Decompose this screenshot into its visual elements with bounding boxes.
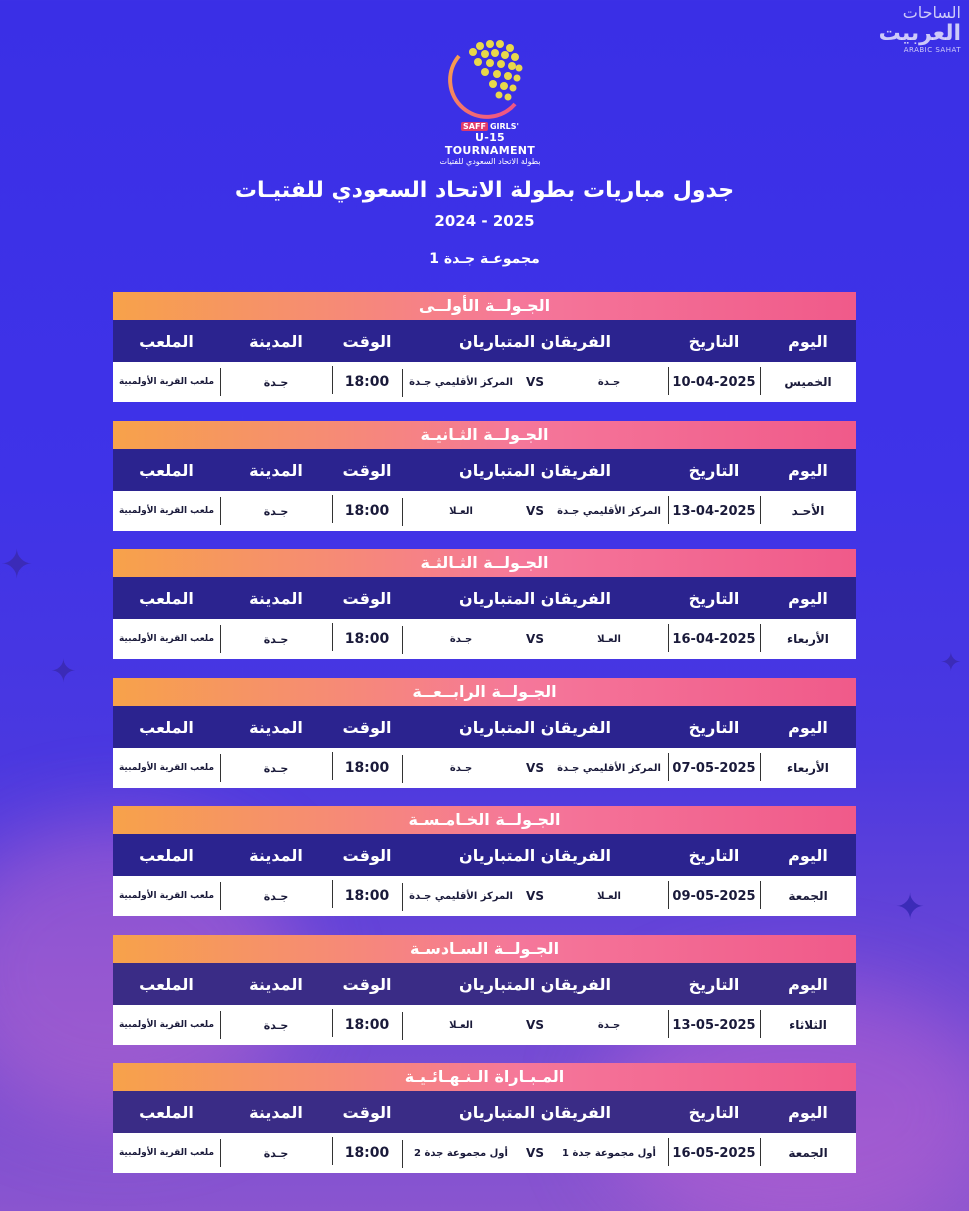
sparkle-icon: ✦: [895, 887, 926, 928]
header-time: الوقت: [342, 588, 392, 608]
logo-arabic: بطولة الاتحاد السعودي للفتيات: [439, 157, 541, 166]
match-day: الأحـد: [760, 504, 856, 518]
header-city: المدينة: [249, 331, 303, 351]
header-day: اليوم: [788, 588, 828, 608]
match-row: [113, 1005, 856, 1045]
match-venue: ملعب القرية الأولمبية: [118, 634, 215, 644]
match-date: 07-05-2025: [668, 761, 760, 776]
match-vs: VS: [526, 761, 544, 775]
match-venue: ملعب القرية الأولمبية: [118, 1148, 215, 1158]
header-time: الوقت: [342, 331, 392, 351]
header-city: المدينة: [249, 460, 303, 480]
header-day: اليوم: [788, 974, 828, 994]
header-day: اليوم: [788, 331, 828, 351]
round-title: الجـولــة الأولــى: [113, 292, 856, 320]
match-team1: العـلا: [597, 890, 621, 902]
watermark-line3: ARABIC SAHAT: [903, 46, 961, 54]
match-date: 16-04-2025: [668, 632, 760, 647]
match-date: 16-05-2025: [668, 1146, 760, 1161]
header-row: [113, 577, 856, 619]
match-day: الجمعة: [760, 889, 856, 903]
round-title: الجـولــة الثـالثـة: [113, 549, 856, 577]
header-city: المدينة: [249, 588, 303, 608]
round-title: الجـولــة الخـامـسـة: [113, 806, 856, 834]
match-row: [113, 748, 856, 788]
round-title: الجـولــة السـادسـة: [113, 935, 856, 963]
round-title: المـبـاراة الـنـهـائـيـة: [113, 1063, 856, 1091]
match-city: جـدة: [220, 762, 332, 775]
header-date: التاريخ: [688, 845, 740, 865]
header-teams: الفريقان المتباريان: [459, 974, 611, 994]
match-vs: VS: [526, 375, 544, 389]
logo-event: U-15 TOURNAMENT: [444, 131, 536, 157]
header-venue: الملعب: [139, 717, 194, 737]
header-row: [113, 834, 856, 876]
header-date: التاريخ: [688, 717, 740, 737]
match-city: جـدة: [220, 890, 332, 903]
header-teams: الفريقان المتباريان: [459, 1102, 611, 1122]
header-row: [113, 1091, 856, 1133]
match-time: 18:00: [332, 1017, 402, 1033]
match-team1: أول مجموعة جدة 1: [562, 1147, 656, 1159]
header-teams: الفريقان المتباريان: [459, 717, 611, 737]
header-day: اليوم: [788, 845, 828, 865]
match-time: 18:00: [332, 503, 402, 519]
header-row: [113, 449, 856, 491]
header-date: التاريخ: [688, 974, 740, 994]
round-block: [113, 1063, 856, 1173]
watermark-logo: [851, 4, 961, 54]
round-block: [113, 806, 856, 916]
basketball-emblem-icon: [445, 34, 535, 120]
match-venue: ملعب القرية الأولمبية: [118, 377, 215, 387]
match-venue: ملعب القرية الأولمبية: [118, 1020, 215, 1030]
logo-badge: SAFF: [463, 122, 486, 131]
round-block: [113, 935, 856, 1045]
match-date: 13-04-2025: [668, 504, 760, 519]
match-vs: VS: [526, 504, 544, 518]
header-venue: الملعب: [139, 974, 194, 994]
tournament-logo: [430, 34, 550, 164]
header-teams: الفريقان المتباريان: [459, 588, 611, 608]
round-block: [113, 421, 856, 531]
match-date: 09-05-2025: [668, 889, 760, 904]
match-team2: العـلا: [402, 1020, 520, 1031]
header-time: الوقت: [342, 717, 392, 737]
match-city: جـدة: [220, 376, 332, 389]
match-time: 18:00: [332, 888, 402, 904]
sparkle-icon: ✦: [50, 652, 77, 690]
match-row: [113, 619, 856, 659]
round-block: [113, 292, 856, 402]
match-day: الخميس: [760, 375, 856, 389]
match-day: الأربعاء: [760, 761, 856, 775]
header-time: الوقت: [342, 460, 392, 480]
header-date: التاريخ: [688, 460, 740, 480]
sparkle-icon: ✦: [0, 542, 34, 588]
watermark-line1: الساحات: [902, 3, 961, 22]
match-day: الأربعاء: [760, 632, 856, 646]
header-venue: الملعب: [139, 588, 194, 608]
header-date: التاريخ: [688, 331, 740, 351]
match-row: [113, 491, 856, 531]
match-row: [113, 362, 856, 402]
round-block: [113, 678, 856, 788]
match-vs: VS: [526, 1146, 544, 1160]
match-row: [113, 1133, 856, 1173]
header-city: المدينة: [249, 717, 303, 737]
header-day: اليوم: [788, 717, 828, 737]
match-venue: ملعب القرية الأولمبية: [118, 763, 215, 773]
round-title: الجـولــة الثـانيـة: [113, 421, 856, 449]
header-row: [113, 706, 856, 748]
match-day: الثلاثاء: [760, 1018, 856, 1032]
match-venue: ملعب القرية الأولمبية: [118, 891, 215, 901]
header-city: المدينة: [249, 845, 303, 865]
header-venue: الملعب: [139, 1102, 194, 1122]
logo-tag: [430, 122, 550, 131]
header-venue: الملعب: [139, 460, 194, 480]
season-label: 2024 - 2025: [434, 212, 535, 230]
match-team1: جـدة: [597, 1019, 621, 1031]
match-vs: VS: [526, 632, 544, 646]
match-team2: جـدة: [402, 763, 520, 774]
match-time: 18:00: [332, 631, 402, 647]
header-time: الوقت: [342, 845, 392, 865]
match-city: جـدة: [220, 505, 332, 518]
header-time: الوقت: [342, 974, 392, 994]
header-row: [113, 320, 856, 362]
match-team2: المركز الأقليمي جـدة: [402, 377, 520, 388]
match-vs: VS: [526, 889, 544, 903]
match-team1: العـلا: [597, 633, 621, 645]
match-venue: ملعب القرية الأولمبية: [118, 506, 215, 516]
sparkle-icon: ✦: [940, 648, 962, 678]
header-city: المدينة: [249, 974, 303, 994]
match-team2: العـلا: [402, 506, 520, 517]
match-team1: المركز الأقليمي جـدة: [557, 762, 661, 774]
match-team1: جـدة: [597, 376, 621, 388]
match-time: 18:00: [332, 760, 402, 776]
match-city: جـدة: [220, 633, 332, 646]
page-title: جدول مباريات بطولة الاتحاد السعودي للفتيـات: [234, 178, 735, 203]
match-date: 10-04-2025: [668, 375, 760, 390]
header-day: اليوم: [788, 1102, 828, 1122]
round-title: الجـولــة الرابــعــة: [113, 678, 856, 706]
header-teams: الفريقان المتباريان: [459, 331, 611, 351]
header-day: اليوم: [788, 460, 828, 480]
header-date: التاريخ: [688, 588, 740, 608]
header-time: الوقت: [342, 1102, 392, 1122]
header-venue: الملعب: [139, 331, 194, 351]
match-time: 18:00: [332, 374, 402, 390]
match-team1: المركز الأقليمي جـدة: [557, 505, 661, 517]
match-city: جـدة: [220, 1147, 332, 1160]
match-city: جـدة: [220, 1019, 332, 1032]
match-team2: أول مجموعة جدة 2: [402, 1148, 520, 1159]
header-date: التاريخ: [688, 1102, 740, 1122]
header-row: [113, 963, 856, 1005]
round-block: [113, 549, 856, 659]
match-team2: المركز الأقليمي جـدة: [402, 891, 520, 902]
match-day: الجمعة: [760, 1146, 856, 1160]
header-teams: الفريقان المتباريان: [459, 845, 611, 865]
logo-tag-text: GIRLS': [489, 122, 519, 131]
match-row: [113, 876, 856, 916]
match-date: 13-05-2025: [668, 1018, 760, 1033]
header-teams: الفريقان المتباريان: [459, 460, 611, 480]
header-city: المدينة: [249, 1102, 303, 1122]
match-vs: VS: [526, 1018, 544, 1032]
match-team2: جـدة: [402, 634, 520, 645]
watermark-line2: العربيت: [878, 21, 961, 46]
match-time: 18:00: [332, 1145, 402, 1161]
group-label: مجموعـة جـدة 1: [429, 251, 540, 267]
header-venue: الملعب: [139, 845, 194, 865]
